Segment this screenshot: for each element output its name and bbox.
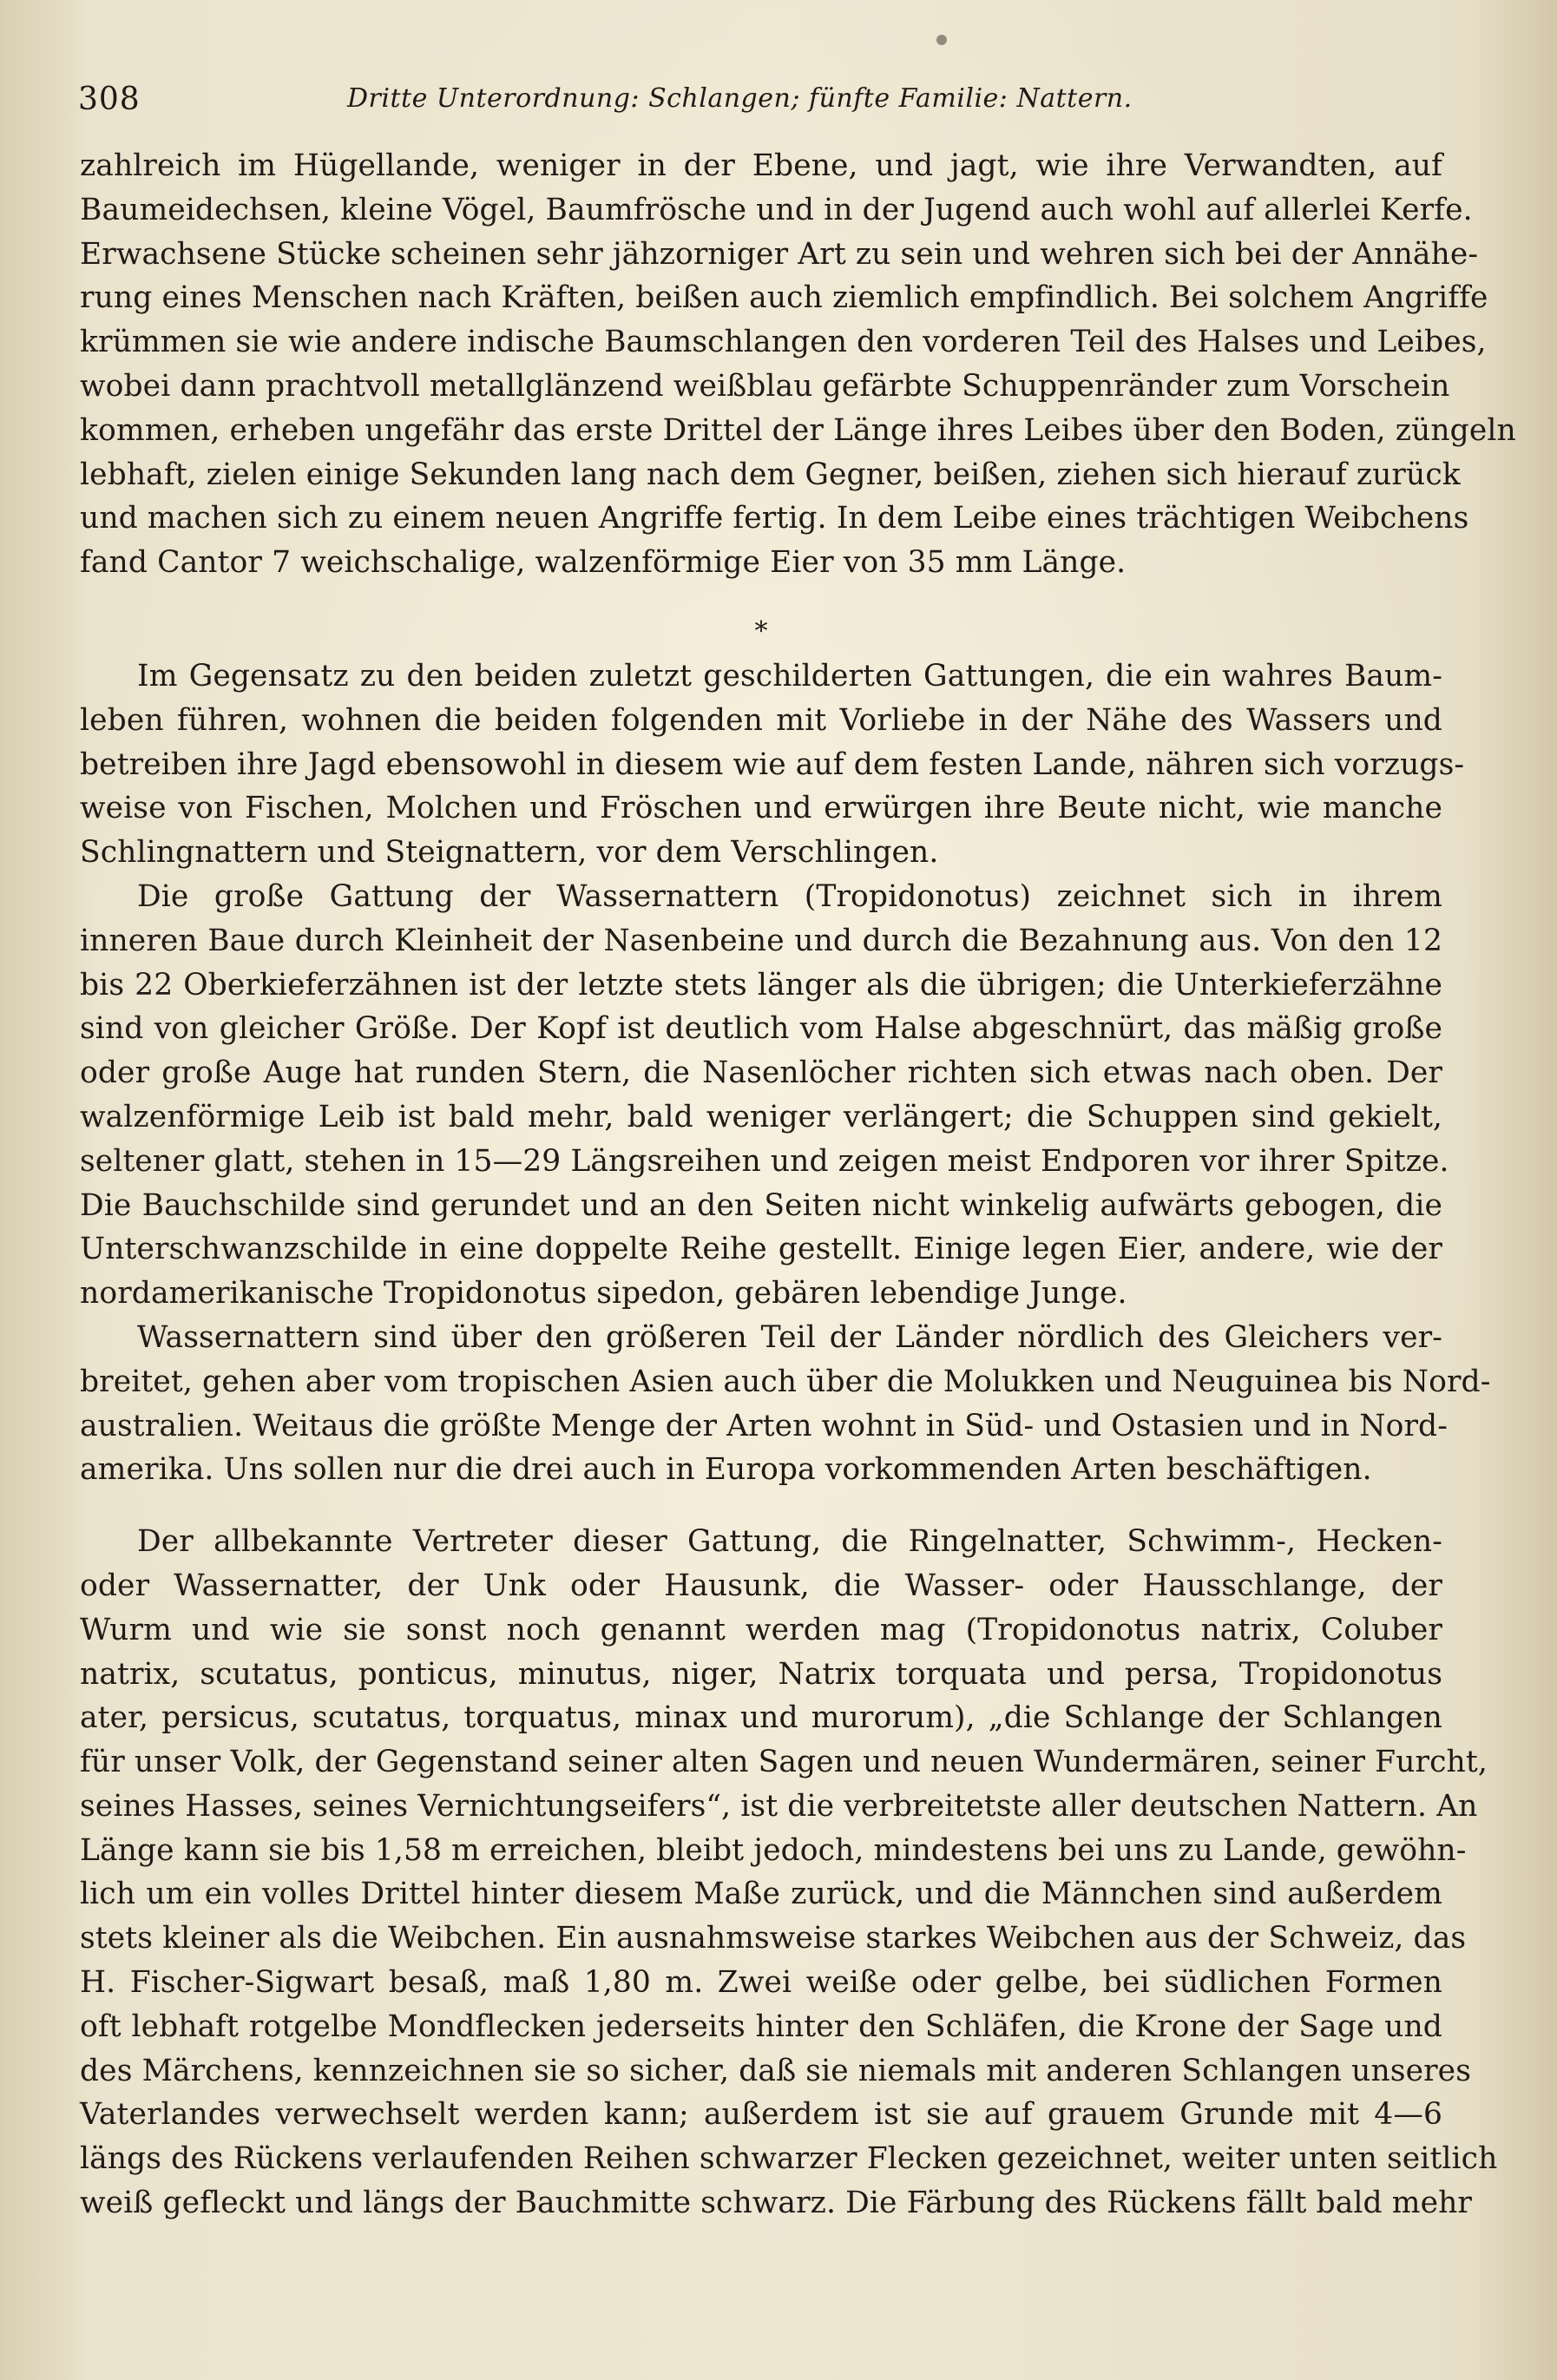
paragraph-ringelnatter [80, 1520, 1498, 2225]
text-line: Wurm und wie sie sonst noch genannt werden mag (Tropidonotus natrix, Coluber [80, 1612, 1442, 1647]
text-line: australien. Weitaus die größte Menge der Arten wohnt in Süd- und Ostasien und in Nord- [80, 1408, 1448, 1443]
text-line: lich um ein volles Drittel hinter diesem Maße zurück, und die Männchen sind außerdem [80, 1877, 1442, 1912]
paragraph-genus-description [80, 875, 1449, 1316]
text-line: fand Cantor 7 weichschalige, walzenförmige Eier von 35 mm Länge. [80, 545, 1127, 581]
text-line: weise von Fischen, Molchen und Fröschen und erwürgen ihre Beute nicht, wie manche [80, 791, 1442, 826]
text-line: des Märchens, kennzeichnen sie so sicher, daß sie niemals mit anderen Schlangen unseres [80, 2053, 1471, 2088]
text-line: Der allbekannte Vertreter dieser Gattung, die Ringelnatter, Schwimm-, Hecken- [137, 1524, 1442, 1560]
text-line: zahlreich im Hügellande, weniger in der Ebene, und jagt, wie ihre Verwandten, auf [80, 148, 1442, 183]
text-line: längs des Rückens verlaufenden Reihen schwarzer Flecken gezeichnet, weiter unten seitlich [80, 2141, 1498, 2177]
text-line: betreiben ihre Jagd ebensowohl in diesem wie auf dem festen Lande, nähren sich vorzugs- [80, 746, 1465, 782]
text-line: natrix, scutatus, ponticus, minutus, niger, Natrix torquata und persa, Tropidonotus [80, 1656, 1442, 1692]
text-line: oder große Auge hat runden Stern, die Nasenlöcher richten sich etwas nach oben. Der [80, 1055, 1442, 1091]
text-line: amerika. Uns sollen nur die drei auch in Europa vorkommenden Arten beschäftigen. [80, 1452, 1372, 1488]
text-line: Wassernattern sind über den größeren Teil der Länder nördlich des Gleichers ver- [137, 1319, 1442, 1355]
paragraph-distribution [80, 1316, 1491, 1492]
text-line: breitet, gehen aber vom tropischen Asien auch über die Molukken und Neuguinea bis Nord- [80, 1364, 1491, 1399]
text-line: Unterschwanzschilde in eine doppelte Reihe gestellt. Einige legen Eier, andere, wie der [80, 1232, 1442, 1267]
paragraph-intro [80, 654, 1465, 875]
text-line: Die Bauchschilde sind gerundet und an den Seiten nicht winkelig aufwärts gebogen, die [80, 1187, 1442, 1223]
print-mark-dot [936, 35, 947, 45]
text-line: walzenförmige Leib ist bald mehr, bald weniger verlängert; die Schuppen sind gekielt, [80, 1099, 1442, 1134]
text-line: lebhaft, zielen einige Sekunden lang nach dem Gegner, beißen, ziehen sich hierauf zurück [80, 457, 1461, 492]
page-header [78, 82, 1467, 125]
text-line: kommen, erheben ungefähr das erste Drittel der Länge ihres Leibes über den Boden, züngeln [80, 412, 1516, 448]
text-line: Länge kann sie bis 1,58 m erreichen, bleibt jedoch, mindestens bei uns zu Lande, gewöhn- [80, 1832, 1467, 1868]
text-line: Erwachsene Stücke scheinen sehr jähzorniger Art zu sein und wehren sich bei der Annähe- [80, 236, 1479, 272]
running-title: Dritte Unterordnung: Schlangen; fünfte Familie: Nattern. [347, 83, 1133, 114]
text-line: Schlingnattern und Steignattern, vor dem Verschlingen. [80, 835, 939, 871]
text-line: sind von gleicher Größe. Der Kopf ist deutlich vom Halse abgeschnürt, das mäßig große [80, 1011, 1442, 1047]
text-line: leben führen, wohnen die beiden folgenden mit Vorliebe in der Nähe des Wassers und [80, 702, 1442, 738]
text-line: stets kleiner als die Weibchen. Ein ausnahmsweise starkes Weibchen aus der Schweiz, das [80, 1921, 1467, 1956]
text-line: H. Fischer-Sigwart besaß, maß 1,80 m. Zwei weiße oder gelbe, bei südlichen Formen [80, 1965, 1442, 2001]
text-line: bis 22 Oberkieferzähnen ist der letzte stets länger als die übrigen; die Unterkieferzähne [80, 967, 1442, 1003]
body-text [80, 144, 1516, 2225]
page-number: 308 [78, 82, 141, 117]
text-line: inneren Baue durch Kleinheit der Nasenbeine und durch die Bezahnung aus. Von den 12 [80, 923, 1442, 958]
text-line: oft lebhaft rotgelbe Mondflecken jederseits hinter den Schläfen, die Krone der Sage und [80, 2009, 1442, 2044]
text-line: Vaterlandes verwechselt werden kann; außerdem ist sie auf grauem Grunde mit 4—6 [80, 2097, 1442, 2133]
text-line: ater, persicus, scutatus, torquatus, minax und murorum), „die Schlange der Schlangen [80, 1700, 1442, 1736]
text-line: seines Hasses, seines Vernichtungseifers“, ist die verbreitetste aller deutschen Nattern. An [80, 1788, 1478, 1824]
text-line: seltener glatt, stehen in 15—29 Längsreihen und zeigen meist Endporen vor ihrer Spitze. [80, 1143, 1449, 1179]
text-line: Die große Gattung der Wassernattern (Tropidonotus) zeichnet sich in ihrem [137, 878, 1442, 914]
text-line: krümmen sie wie andere indische Baumschlangen den vorderen Teil des Halses und Leibes, [80, 325, 1487, 360]
text-line: oder Wassernatter, der Unk oder Hausunk, die Wasser- oder Hausschlange, der [80, 1568, 1442, 1603]
text-line: und machen sich zu einem neuen Angriffe fertig. In dem Leibe eines trächtigen Weibchens [80, 501, 1469, 536]
text-line: nordamerikanische Tropidonotus sipedon, gebären lebendige Junge. [80, 1276, 1127, 1312]
section-separator-asterisk: * [754, 615, 768, 647]
text-line: rung eines Menschen nach Kräften, beißen auch ziemlich empfindlich. Bei solchem Angriffe [80, 280, 1488, 316]
text-line: wobei dann prachtvoll metallglänzend weißblau gefärbte Schuppenränder zum Vorschein [80, 368, 1450, 404]
text-line: für unser Volk, der Gegenstand seiner alten Sagen und neuen Wundermären, seiner Furcht, [80, 1745, 1488, 1780]
text-line: weiß gefleckt und längs der Bauchmitte schwarz. Die Färbung des Rückens fällt bald mehr [80, 2186, 1473, 2221]
text-line: Im Gegensatz zu den beiden zuletzt geschilderten Gattungen, die ein wahres Baum- [137, 658, 1442, 694]
paragraph-continued [80, 144, 1516, 585]
text-line: Baumeidechsen, kleine Vögel, Baumfrösche und in der Jugend auch wohl auf allerlei Kerfe. [80, 192, 1473, 227]
